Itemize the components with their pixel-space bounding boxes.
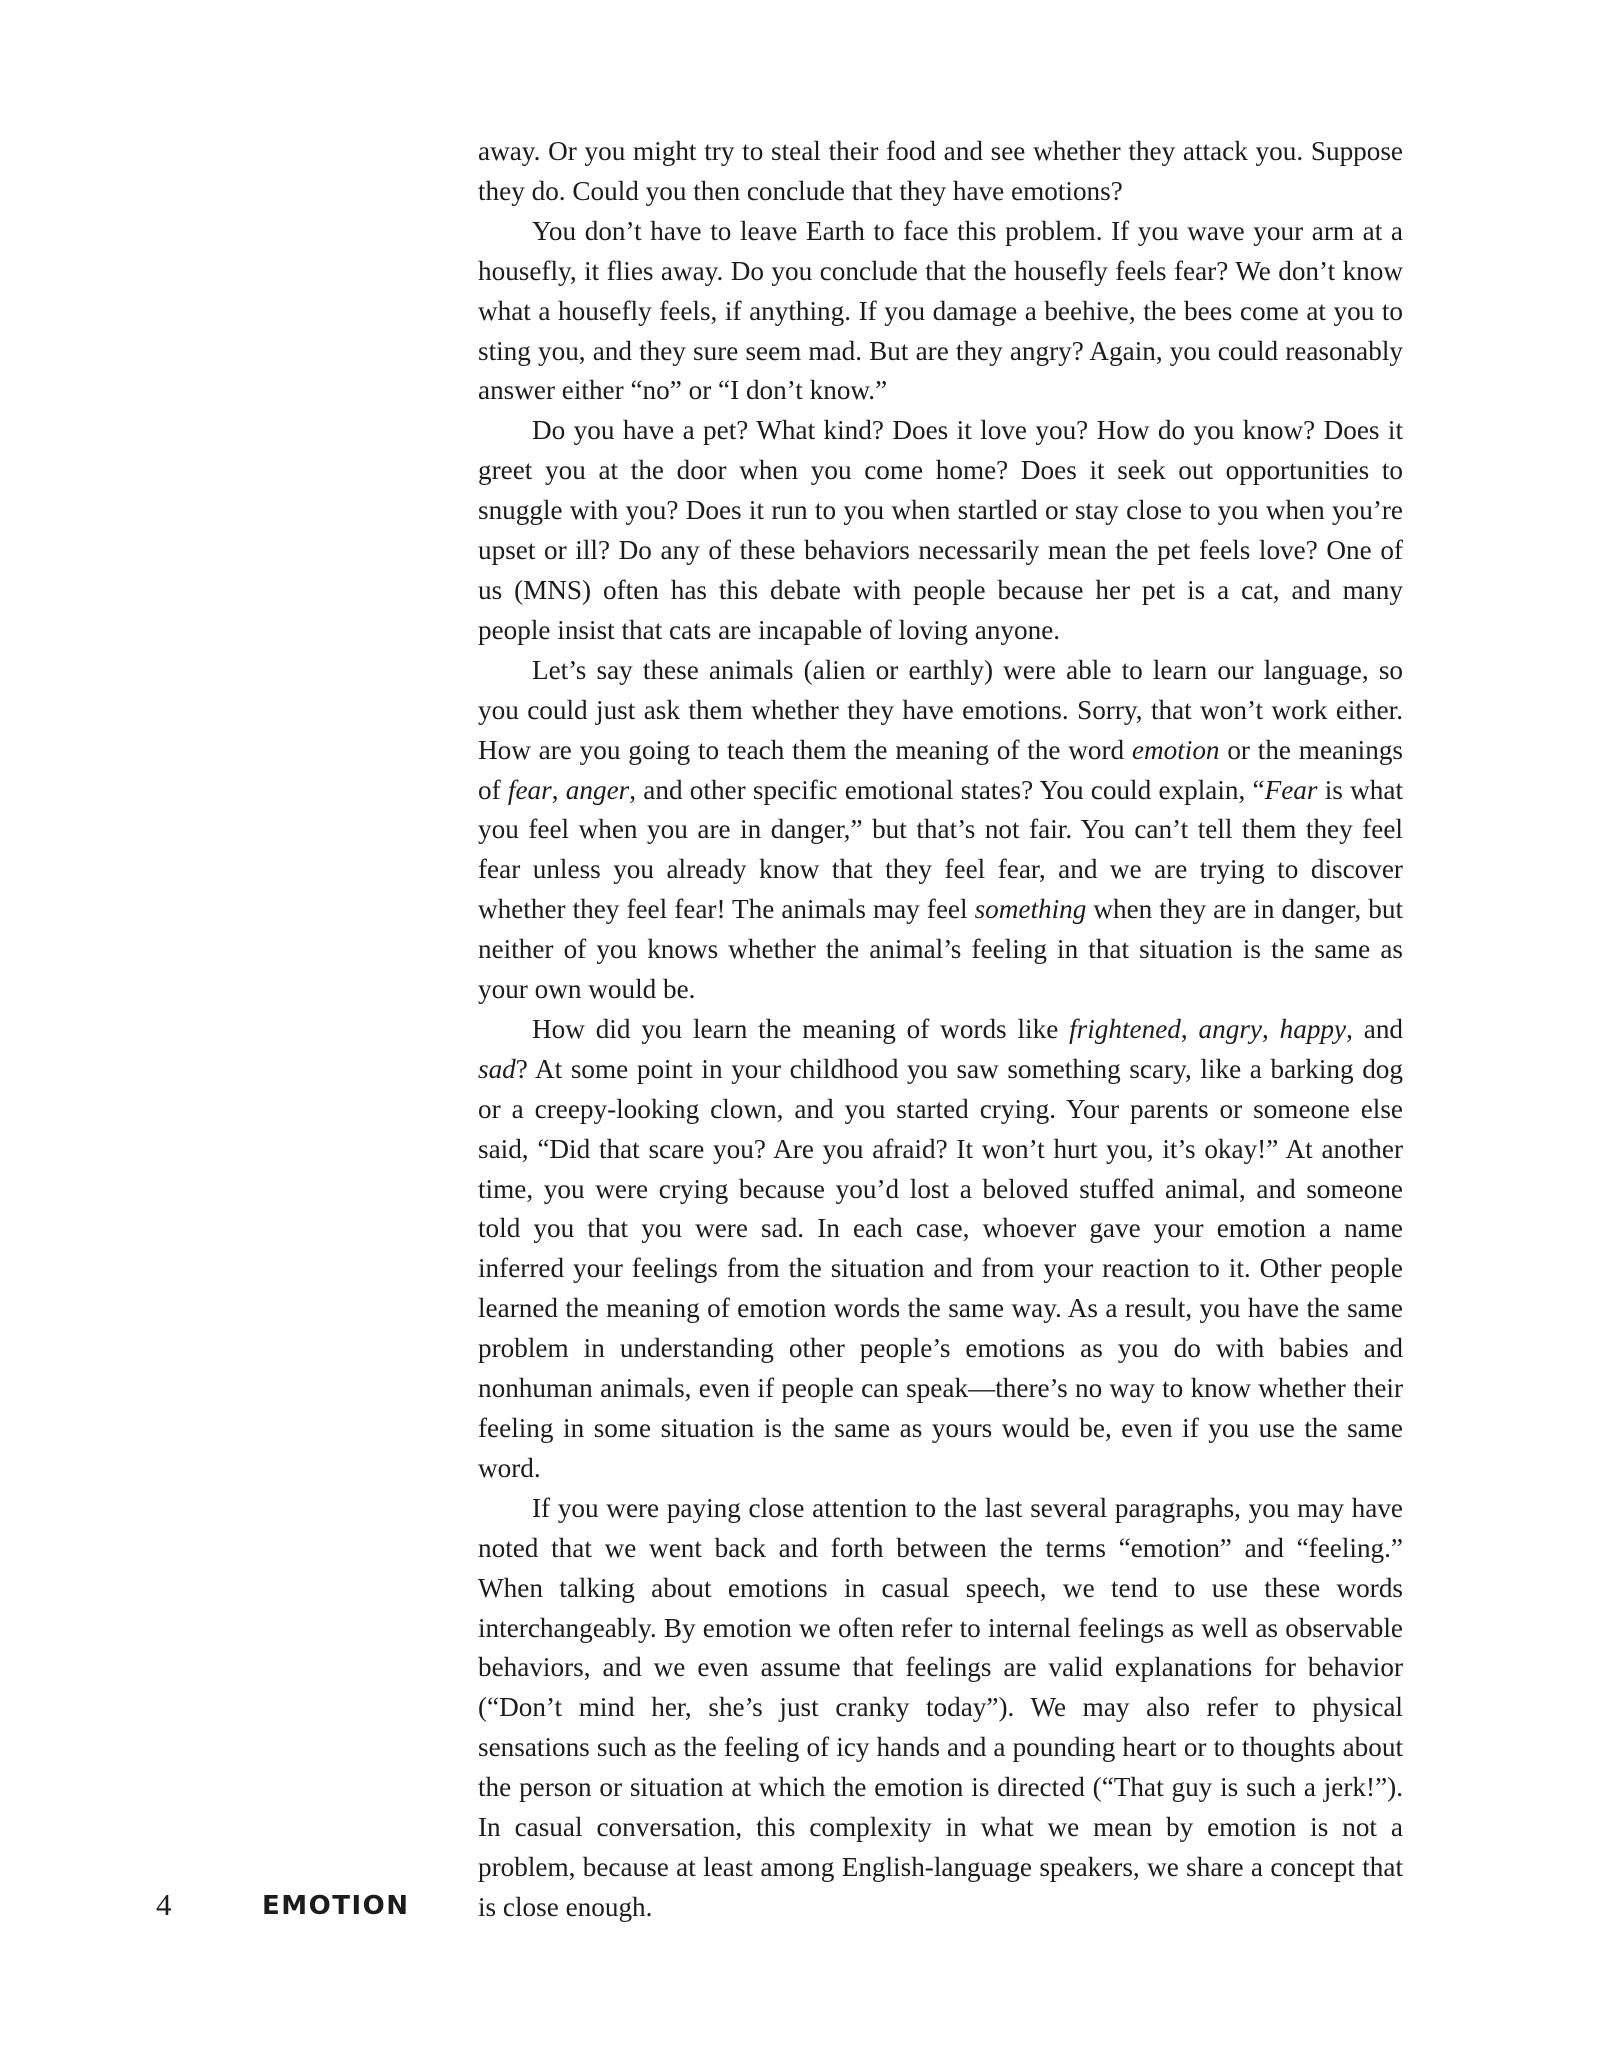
- paragraph: [478, 212, 1403, 412]
- paragraph: [478, 651, 1403, 1010]
- text-run: ,: [1261, 1013, 1280, 1044]
- text-run: away. Or you might try to steal their food and see whether they attack you. Suppose they do. Could you then conclude that they have emotions?: [478, 136, 1403, 206]
- running-head: EMOTION: [262, 1891, 410, 1921]
- page-footer: [156, 1885, 656, 1925]
- text-run: ,: [551, 774, 566, 805]
- italic-term: fear: [507, 774, 552, 805]
- text-run: , and other specific emotional states? You could explain, “: [629, 774, 1265, 805]
- page-number: 4: [156, 1887, 172, 1922]
- paragraph: [478, 132, 1403, 212]
- text-run: when they are in danger, but neither of you knows whether the animal’s feeling in that situation is the same as your own would be.: [478, 894, 1404, 1005]
- text-run: How did you learn the meaning of words like: [532, 1013, 1070, 1044]
- text-run: You don’t have to leave Earth to face this problem. If you wave your arm at a housefly, it flies away. Do you conclude that the housefly feels fear? We don’t know what a housefly feels, if anything. If you damage a beehive, the bees come at you to sting you, and they sure seem mad. But are they angry? Again, you could reasonably answer either “no” or “I don’t know.”: [478, 215, 1403, 406]
- italic-term: something: [974, 894, 1087, 925]
- text-run: ,: [1180, 1013, 1199, 1044]
- italic-term: angry: [1198, 1013, 1262, 1044]
- text-run: If you were paying close attention to the last several paragraphs, you may have noted that we went back and forth between the terms “emotion” and “feeling.” When talking about emotions in casual speech, we tend to use these words interchangeably. By emotion we often refer to internal feelings as well as observable behaviors, and we even assume that feelings are valid explanations for behavior (“Don’t mind her, she’s just cranky today”). We may also refer to physical sensations such as the feeling of icy hands and a pounding heart or to thoughts about the person or situation at which the emotion is directed (“That guy is such a jerk!”). In casual conversation, this complexity in what we mean by emotion is not a problem, because at least among English-language speakers, we share a concept that is close enough.: [478, 1492, 1403, 1922]
- italic-term: Fear: [1264, 774, 1318, 805]
- text-run: is what you feel when you are in danger,” but that’s not fair. You can’t tell them they feel fear unless you already know that they feel fear, and we are trying to discover whether they feel fear! The animals may feel: [478, 774, 1403, 925]
- italic-term: frightened: [1069, 1013, 1181, 1044]
- text-run: Do you have a pet? What kind? Does it love you? How do you know? Does it greet you at the door when you come home? Does it seek out opportunities to snuggle with you? Does it run to you when startled or stay close to you when you’re upset or ill? Do any of these behaviors necessarily mean the pet feels love? One of us (MNS) often has this debate with people because her pet is a cat, and many people insist that cats are incapable of loving anyone.: [478, 415, 1403, 645]
- italic-term: emotion: [1131, 734, 1220, 765]
- paragraph: [478, 411, 1403, 650]
- italic-term: happy: [1279, 1013, 1347, 1044]
- text-run: ? At some point in your childhood you saw something scary, like a barking dog or a creepy-looking clown, and you started crying. Your parents or someone else said, “Did that scare you? Are you afraid? It won’t hurt you, it’s okay!” At another time, you were crying because you’d lost a beloved stuffed animal, and someone told you that you were sad. In each case, whoever gave your emotion a name inferred your feelings from the situation and from your reaction to it. Other people learned the meaning of emotion words the same way. As a result, you have the same problem in understanding other people’s emotions as you do with babies and nonhuman animals, even if people can speak—there’s no way to know whether their feeling in some situation is the same as yours would be, even if you use the same word.: [478, 1053, 1403, 1483]
- paragraph: [478, 1489, 1403, 1928]
- paragraph: [478, 1010, 1403, 1489]
- text-run: , and: [1346, 1013, 1404, 1044]
- text-run: or the meanings of: [478, 734, 1404, 805]
- body-text: [478, 132, 1403, 1928]
- text-run: Let’s say these animals (alien or earthly) were able to learn our language, so you could just ask them whether they have emotions. Sorry, that won’t work either. How are you going to teach them the meaning of the word: [478, 654, 1403, 765]
- italic-term: anger: [565, 774, 630, 805]
- italic-term: sad: [478, 1053, 516, 1084]
